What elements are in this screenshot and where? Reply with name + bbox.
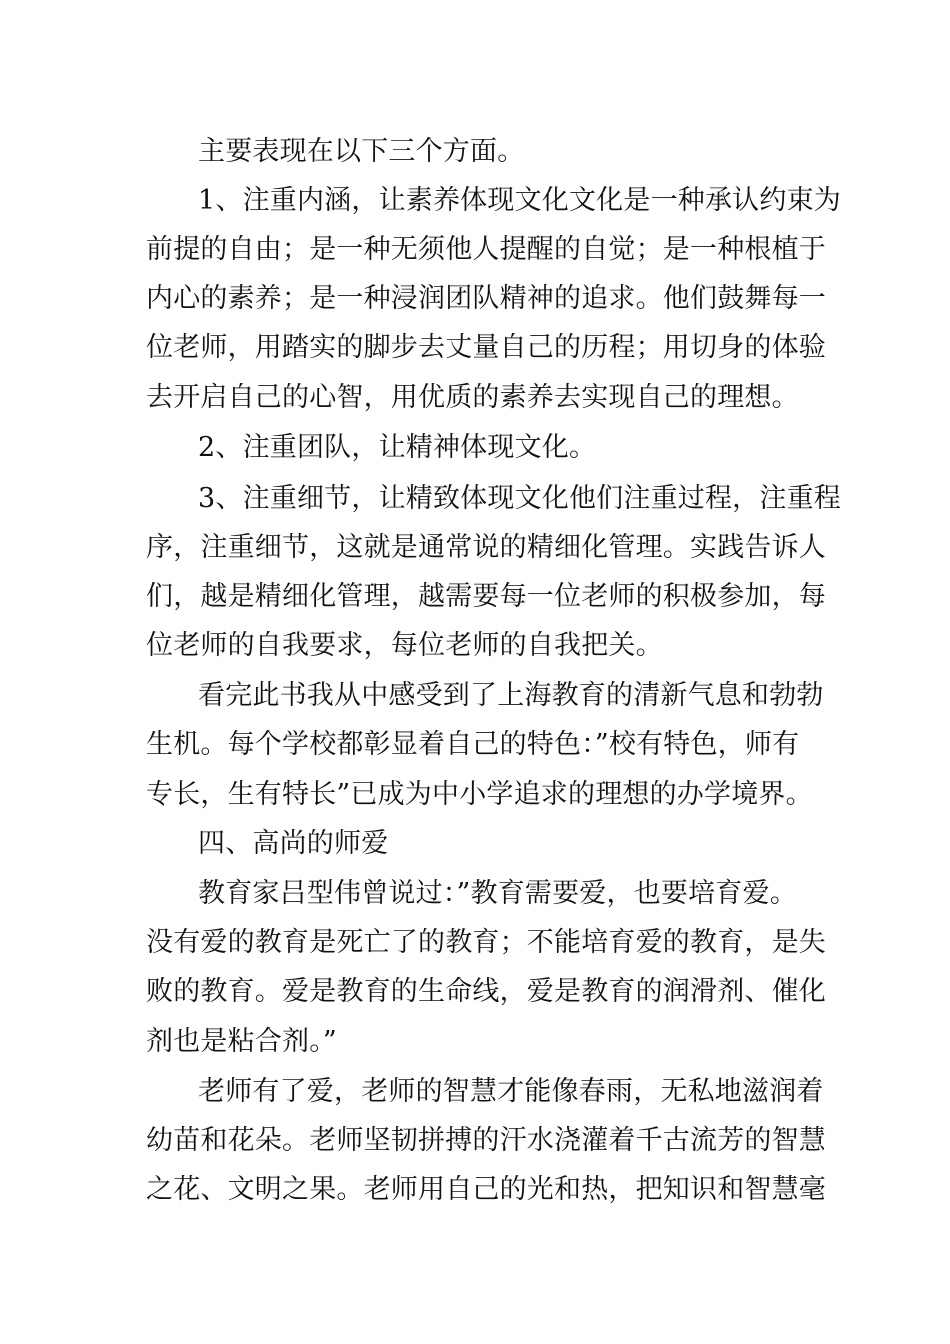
text-line: 2、注重团队，让精神体现文化。: [198, 432, 597, 463]
text-line: 幼苗和花朵。老师坚韧拼搏的汗水浇灌着千古流芳的智慧: [146, 1125, 826, 1156]
text-line: 看完此书我从中感受到了上海教育的清新气息和勃勃: [198, 680, 824, 711]
text-line: 1、注重内涵，让素养体现文化文化是一种承认约束为: [198, 185, 841, 216]
text-line: 3、注重细节，让精致体现文化他们注重过程，注重程: [198, 483, 841, 514]
text-line: 之花、文明之果。老师用自己的光和热，把知识和智慧毫: [146, 1174, 826, 1205]
text-line: 生机。每个学校都彰显着自己的特色：”校有特色，师有: [146, 729, 800, 760]
text-line: 专长，生有特长”已成为中小学追求的理想的办学境界。: [146, 779, 813, 810]
text-line: 老师有了爱，老师的智慧才能像春雨，无私地滋润着: [198, 1076, 824, 1107]
text-line: 四、高尚的师爱: [198, 828, 389, 859]
text-line: 没有爱的教育是死亡了的教育；不能培育爱的教育，是失: [146, 927, 826, 958]
text-line: 剂也是粘合剂。”: [146, 1026, 337, 1057]
text-line: 们，越是精细化管理，越需要每一位老师的积极参加，每: [146, 581, 826, 612]
text-line: 前提的自由；是一种无须他人提醒的自觉；是一种根植于: [146, 234, 826, 265]
text-line: 位老师，用踏实的脚步去丈量自己的历程；用切身的体验: [146, 332, 826, 363]
text-line: 序，注重细节，这就是通常说的精细化管理。实践告诉人: [146, 532, 826, 563]
text-line: 败的教育。爱是教育的生命线，爱是教育的润滑剂、催化: [146, 976, 826, 1007]
text-line: 教育家吕型伟曾说过：”教育需要爱，也要培育爱。: [198, 878, 797, 909]
text-line: 去开启自己的心智，用优质的素养去实现自己的理想。: [146, 382, 799, 413]
text-line: 主要表现在以下三个方面。: [198, 136, 525, 167]
text-line: 位老师的自我要求，每位老师的自我把关。: [146, 630, 663, 661]
text-line: 内心的素养；是一种浸润团队精神的追求。他们鼓舞每一: [146, 283, 826, 314]
